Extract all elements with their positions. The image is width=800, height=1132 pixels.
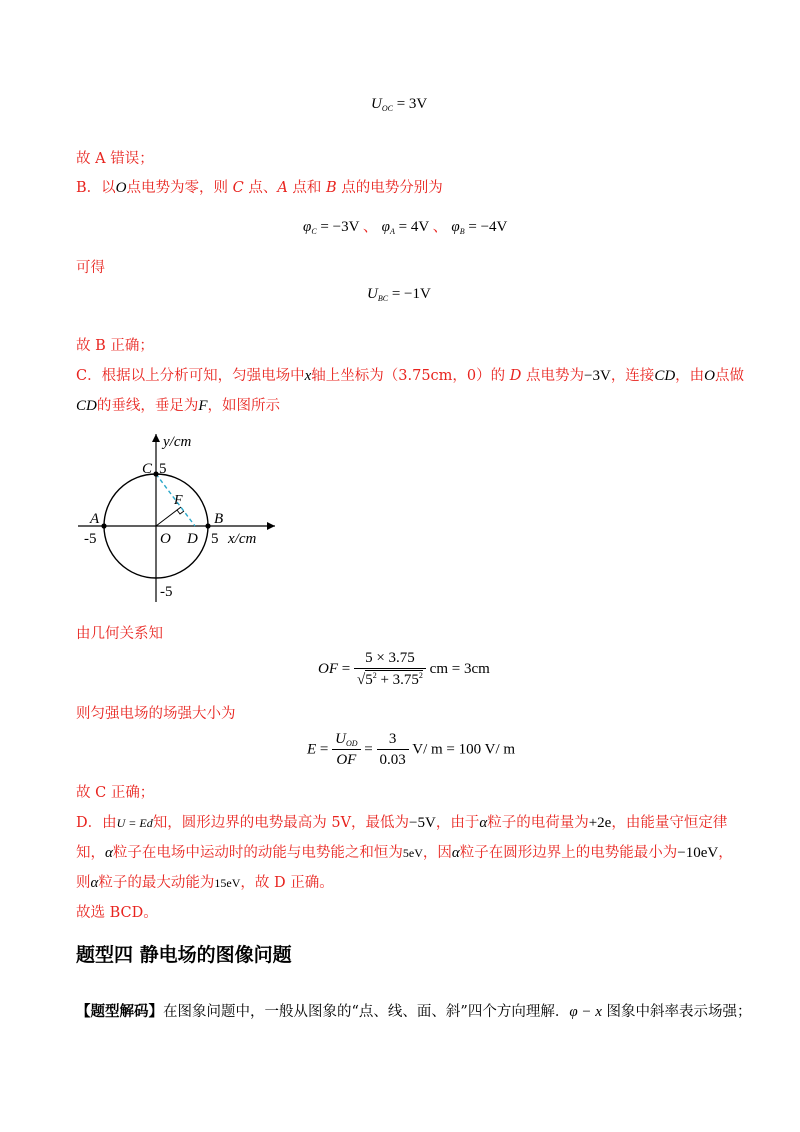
tick-top: 5 (159, 461, 167, 477)
y-axis-label: y/cm (163, 434, 192, 450)
tick-right: 5 (211, 531, 219, 547)
text-answer: 故选 BCD。 (76, 905, 158, 921)
text-b-right: 故 B 正确； (76, 338, 154, 354)
label-a: A (90, 511, 100, 527)
text-option-d-line2: 知，α粒子在电场中运动时的动能与电势能之和恒为5eV，因α粒子在圆形边界上的电势能最小为−10eV， (76, 845, 733, 861)
fraction-of: $\frac{5 \times 3.75}{√5^2 + 3.75^2}$ (354, 650, 426, 689)
equation-e: E = $\frac{U_{OD}}{OF}$ = $\frac{3}{0.03}$ V/ m = 100 V/ m (307, 731, 516, 768)
text-option-d-line1: D．由U = Ed知，圆形边界的电势最高为 5V，最低为−5V，由于α粒子的电荷量为+2e，由能量守恒定律 (76, 815, 728, 831)
point-b (205, 523, 210, 528)
label-b: B (214, 511, 224, 527)
label-d: D (187, 531, 198, 547)
text-geometry: 由几何关系知 (76, 626, 163, 642)
text-option-b: B．以O点电势为零，则 C 点、A 点和 B 点的电势分别为 (76, 180, 443, 196)
text-option-d-line3: 则α粒子的最大动能为15eV，故 D 正确。 (76, 875, 334, 891)
text-a-wrong: 故 A 错误； (76, 151, 154, 167)
text-kede: 可得 (76, 260, 105, 276)
x-axis-arrow-icon (267, 522, 275, 530)
fraction-u-od: $\frac{U_{OD}}{OF}$ (332, 731, 360, 769)
point-a (101, 523, 106, 528)
equation-u-oc: $U_{OC} = 3V$ (371, 96, 428, 113)
tick-left: -5 (84, 531, 97, 547)
text-field-strength: 则匀强电场的场强大小为 (76, 706, 236, 722)
circle-field-diagram (70, 430, 280, 605)
text-c-right: 故 C 正确； (76, 785, 155, 801)
fraction-3-over: $\frac{3}{0.03}$ (377, 731, 409, 769)
text-option-c-line1: C．根据以上分析可知，匀强电场中x轴上坐标为（3.75cm，0）的 D 点电势为−3V，连接CD，由O点做 (76, 368, 744, 384)
x-axis-label: x/cm (228, 531, 257, 547)
section-heading: 题型四 静电场的图像问题 (76, 944, 292, 966)
equation-of: OF = $\frac{5 \times 3.75}{√5^2 + 3.75^2}$ cm = 3cm (318, 650, 490, 688)
equation-potentials: $\varphi_C = -3V$ 、 $\varphi_A = 4V$ 、 $\varphi_B = -4V$ (303, 219, 508, 236)
label-f: F (174, 493, 183, 508)
label-o: O (160, 531, 171, 547)
equation-u-bc: $U_{BC} = -1V$ (367, 286, 431, 303)
label-c: C (142, 461, 153, 477)
y-axis-arrow-icon (152, 434, 160, 442)
text-option-c-line2: CD的垂线，垂足为F，如图所示 (76, 398, 281, 414)
point-c (153, 471, 158, 476)
text-problem-decode: 【题型解码】在图象问题中，一般从图象的“点、线、面、斜”四个方向理解．φ − x 图象中斜率表示场强； (76, 1003, 752, 1020)
tick-bottom: -5 (160, 584, 173, 600)
